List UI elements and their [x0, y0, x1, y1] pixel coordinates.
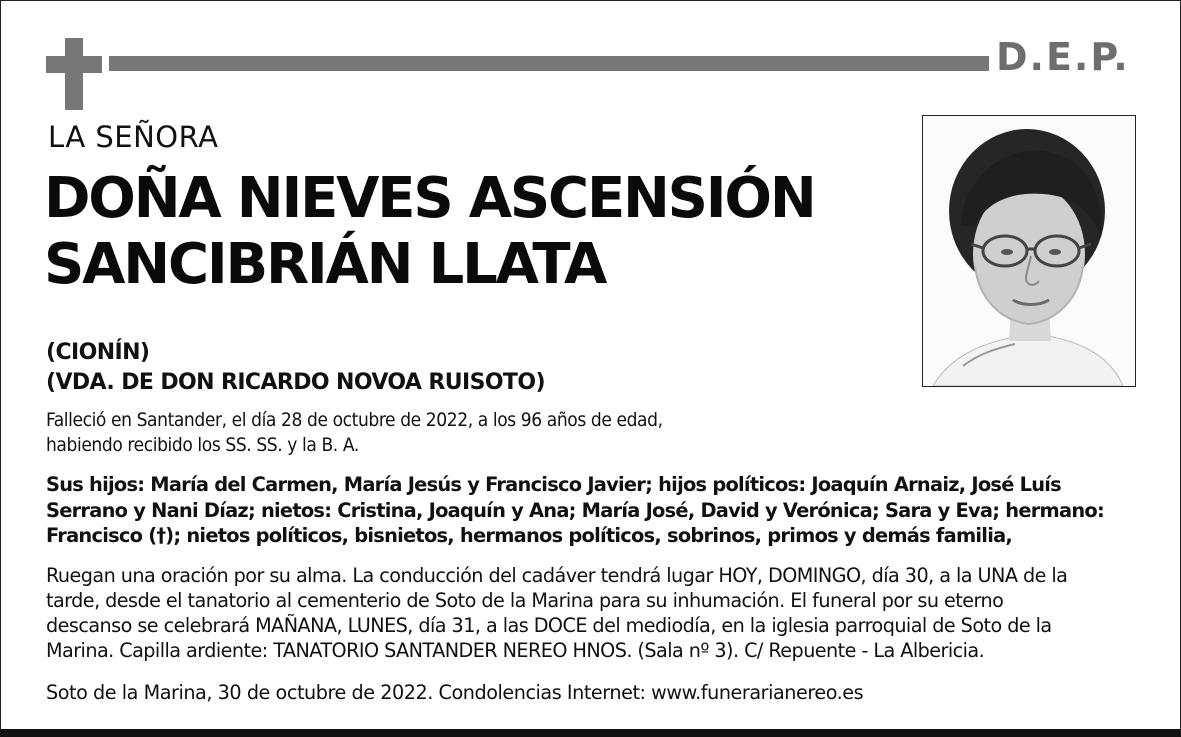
ceremony-line: Marina. Capilla ardiente: TANATORIO SANTANDER NEREO HNOS. (Sala nº 3). C/ Repuente - La Albericia.: [46, 639, 985, 662]
deceased-name: [44, 166, 904, 298]
name-line-1: DOÑA NIEVES ASCENSIÓN: [44, 166, 815, 231]
ceremony-line: Ruegan una oración por su alma. La conducción del cadáver tendrá lugar HOY, DOMINGO, día 30, a la UNA de la: [46, 564, 1068, 587]
family-line: Sus hijos: María del Carmen, María Jesús y Francisco Javier; hijos políticos: Joaquín Arnaiz, José Luís: [46, 473, 1061, 496]
salutation: LA SEÑORA: [48, 120, 219, 154]
ceremony-details: [46, 563, 1146, 663]
footer-condolences: Soto de la Marina, 30 de octubre de 2022. Condolencias Internet: www.funerarianereo.es: [46, 681, 864, 704]
dep-label: D.E.P.: [996, 35, 1130, 79]
nickname: (CIONÍN): [46, 340, 150, 365]
death-notice-line: Falleció en Santander, el día 28 de octubre de 2022, a los 96 años de edad,: [46, 409, 663, 431]
death-notice: [46, 408, 906, 458]
family-line: Serrano y Nani Díaz; nietos: Cristina, Joaquín y Ana; María José, David y Verónica; Sara y Eva; hermano:: [46, 498, 1104, 522]
alias-block: [46, 338, 545, 398]
header-rule: [109, 56, 989, 71]
portrait-photo: [922, 115, 1136, 387]
family-list: [46, 472, 1146, 549]
death-notice-line: habiendo recibido los SS. SS. y la B. A.: [46, 434, 359, 456]
widow-of: (VDA. DE DON RICARDO NOVOA RUISOTO): [46, 370, 545, 395]
name-line-2: SANCIBRIÁN LLATA: [44, 232, 606, 297]
ceremony-line: descanso se celebrará MAÑANA, LUNES, día 31, a las DOCE del mediodía, en la iglesia parroquial de Soto de la: [46, 614, 1052, 637]
family-line: Francisco (†); nietos políticos, bisnietos, hermanos políticos, sobrinos, primos y demás familia,: [46, 524, 1013, 547]
ceremony-line: tarde, desde el tanatorio al cementerio de Soto de la Marina para su inhumación. El funeral por su eterno: [46, 589, 1004, 612]
